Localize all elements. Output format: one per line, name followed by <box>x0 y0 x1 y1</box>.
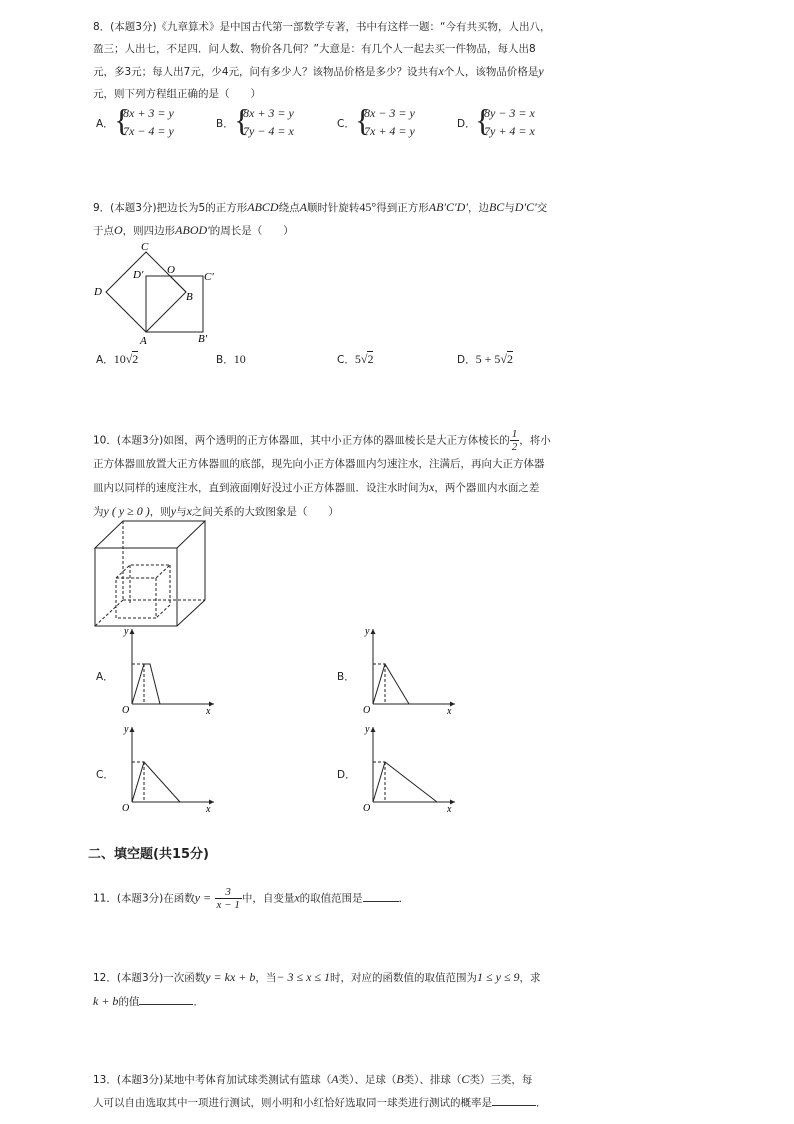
label-d: D <box>94 286 102 298</box>
graph-a-line <box>132 664 160 704</box>
label-d-prime: D′ <box>133 269 144 281</box>
q10-line1: 10．(本题3分)如图，两个透明的正方体器皿，其中小正方体的器皿棱长是大正方体棱长的 $\frac{1}{2}$ ，将小 <box>93 428 551 453</box>
q10-cube-figure <box>90 518 220 630</box>
q8-line4: 元，则下列方程组正确的是（ ） <box>93 88 261 100</box>
q12-line2: k + b的值 ． <box>93 994 204 1008</box>
q13-line1: 13．(本题3分)某地中考体育加试球类测试有篮球（A类）、足球（B类）、排球（C类）三类，每 <box>93 1072 533 1086</box>
q9-line2: 于点O，则四边形ABOD′的周长是（ ） <box>93 223 294 237</box>
question-11: 11．(本题3分)在函数y = $\frac{3}{x - 1}$ 中，自变量x的取值范围是 ． <box>93 886 410 911</box>
label-a: A <box>140 335 147 347</box>
q10-line3: 皿内以同样的速度注水，直到液面刚好没过小正方体器皿．设注水时间为x，两个器皿内水面之差 <box>93 480 540 494</box>
big-cube-side <box>177 521 205 626</box>
graph-b-line <box>373 664 409 704</box>
q13-line2: 人可以自由选取其中一项进行测试，则小明和小红恰好选取同一球类进行测试的概率是 ． <box>93 1092 703 1115</box>
question-13 <box>93 1068 703 1115</box>
svg-text:O: O <box>122 705 130 716</box>
answer-blank-12[interactable] <box>139 992 193 1005</box>
small-cube-top <box>116 565 170 578</box>
label-b-prime: B′ <box>198 333 208 345</box>
q9-line1: 9．(本题3分)把边长为5的正方形ABCD绕点A顺时针旋转45°得到正方形AB′C′D′，边BC与D′C′交 <box>93 200 548 214</box>
svg-text:O: O <box>363 705 371 716</box>
q10-line2: 正方体器皿放置大正方体器皿的底部，现先向小正方体器皿内匀速注水，注满后，再向大正方体器 <box>93 458 545 470</box>
label-o: O <box>167 264 175 276</box>
big-cube-top <box>95 521 205 548</box>
label-b: B <box>186 291 193 303</box>
svg-text:x: x <box>206 706 211 716</box>
big-cube-hidden-edge-3 <box>95 600 123 626</box>
small-cube-front <box>116 578 156 618</box>
svg-text:y: y <box>124 724 129 735</box>
edge-ob <box>170 276 186 292</box>
question-10 <box>93 428 703 524</box>
graph-d <box>353 722 463 814</box>
graph-c <box>112 722 222 814</box>
fraction-one-half: $\frac{1}{2}$ <box>511 428 518 453</box>
q9-option-b[interactable]: B．10 <box>216 352 246 366</box>
small-cube-side <box>156 565 170 618</box>
q8-line2: 盈三；人出七，不足四．问人数、物价各几何？”大意是：有几个人一起去买一件物品，每人出8 <box>93 43 536 55</box>
svg-text:x: x <box>206 804 211 814</box>
svg-text:y: y <box>365 626 370 637</box>
question-12 <box>93 966 693 1014</box>
label-c: C <box>141 241 149 253</box>
q9-option-d[interactable]: D．5 + 5√2 <box>457 352 513 366</box>
question-9 <box>93 196 693 242</box>
graph-c-line <box>132 762 180 802</box>
svg-text:y: y <box>365 724 370 735</box>
q8-line3: 元，多3元；每人出7元，少4元，问有多少人？该物品价格是多少？设共有x个人，该物品价格是y <box>93 64 544 78</box>
answer-blank-11[interactable] <box>363 889 399 902</box>
fraction-3-over-x-1: $\frac{3}{x - 1}$ <box>216 886 240 911</box>
question-8 <box>93 16 693 105</box>
section-heading-fill-in: 二、填空题(共15分) <box>88 847 209 862</box>
svg-text:x: x <box>447 706 452 716</box>
graph-d-line <box>373 762 437 802</box>
graph-b <box>353 624 463 716</box>
svg-text:y: y <box>124 626 129 637</box>
graph-a <box>112 624 222 716</box>
q9-option-a[interactable]: A．10√2 <box>96 352 139 366</box>
label-c-prime: C′ <box>204 271 214 283</box>
svg-text:O: O <box>363 803 371 814</box>
q10-line4: 为y ( y ≥ 0 )，则y与x之间关系的大致图象是（ ） <box>93 504 339 518</box>
q9-option-c[interactable]: C．5√2 <box>337 352 374 366</box>
svg-text:O: O <box>122 803 130 814</box>
svg-text:x: x <box>447 804 452 814</box>
answer-blank-13[interactable] <box>492 1093 536 1106</box>
q8-line1: 8．(本题3分)《九章算术》是中国古代第一部数学专著，书中有这样一题：“今有共买物，人出八， <box>93 21 551 33</box>
q9-square-rotation-figure <box>90 238 230 348</box>
q12-line1: 12．(本题3分)一次函数y = kx + b，当− 3 ≤ x ≤ 1时，对应的函数值的取值范围为1 ≤ y ≤ 9，求 <box>93 970 541 984</box>
